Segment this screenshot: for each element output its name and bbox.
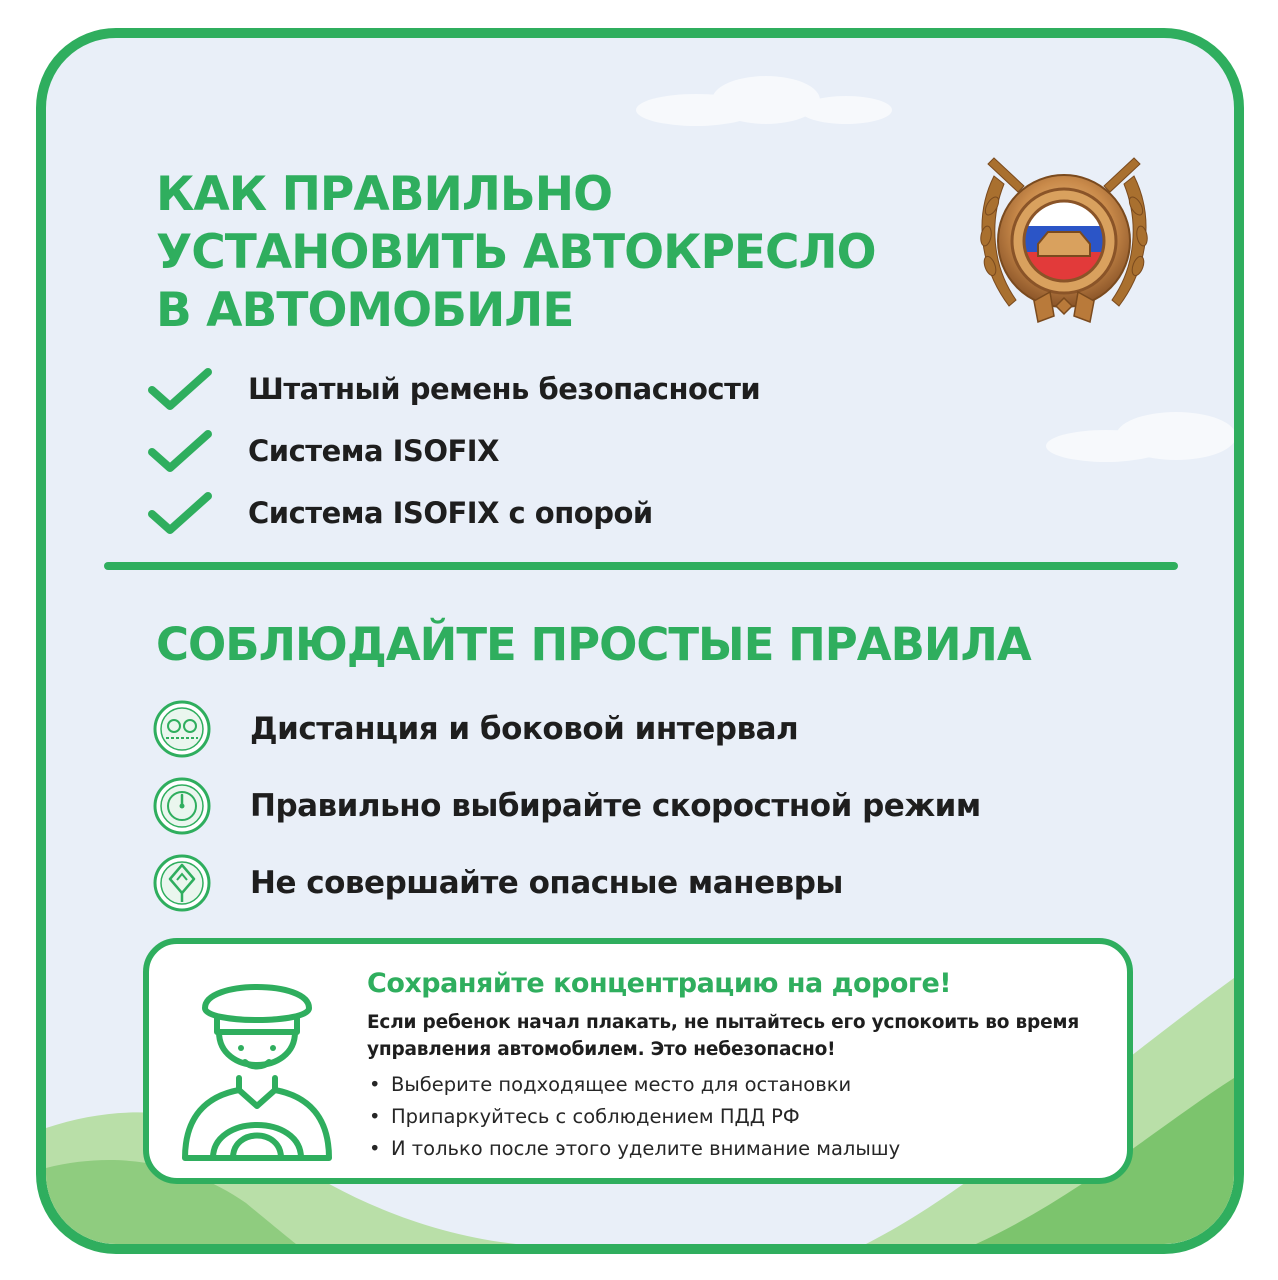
notice-title: Сохраняйте концентрацию на дороге! — [367, 968, 952, 999]
title-line-2: УСТАНОВИТЬ АВТОКРЕСЛО — [156, 225, 876, 280]
checkmark-icon — [146, 364, 216, 414]
page-title — [156, 166, 876, 340]
list-item — [146, 358, 760, 420]
notice-warning: Если ребенок начал плакать, не пытайтесь его успокоить во время управления автомобилем. Это небезопасно! — [367, 1012, 1080, 1060]
list-item — [152, 690, 981, 767]
list-item: • И только после этого уделите внимание малышу — [367, 1133, 1127, 1165]
rule-label: Дистанция и боковой интервал — [250, 710, 799, 747]
section-divider — [104, 562, 1178, 570]
driving-rules — [152, 690, 981, 921]
method-label: Штатный ремень безопасности — [248, 372, 761, 406]
checkmark-icon — [146, 426, 216, 476]
method-label: Система ISOFIX с опорой — [248, 496, 653, 530]
road-sign-icon — [152, 853, 212, 913]
distance-icon — [152, 699, 212, 759]
list-item — [146, 420, 760, 482]
speedometer-icon — [152, 776, 212, 836]
rule-label: Правильно выбирайте скоростной режим — [250, 787, 981, 824]
list-item: • Выберите подходящее место для остановки — [367, 1069, 1127, 1101]
traffic-police-emblem-icon — [964, 146, 1164, 334]
method-label: Система ISOFIX — [248, 434, 499, 468]
rule-label: Не совершайте опасные маневры — [250, 864, 843, 901]
notice-text — [367, 968, 1127, 1165]
info-card — [36, 28, 1244, 1254]
notice-steps — [367, 1069, 1127, 1165]
list-item — [146, 482, 760, 544]
checkmark-icon — [146, 488, 216, 538]
list-item — [152, 767, 981, 844]
concentration-notice — [143, 938, 1133, 1184]
list-item — [152, 844, 981, 921]
list-item: • Припаркуйтесь с соблюдением ПДД РФ — [367, 1101, 1127, 1133]
seat-install-methods — [146, 358, 760, 544]
title-line-3: В АВТОМОБИЛЕ — [156, 283, 574, 338]
title-line-1: КАК ПРАВИЛЬНО — [156, 167, 613, 222]
rules-title: СОБЛЮДАЙТЕ ПРОСТЫЕ ПРАВИЛА — [156, 618, 1031, 671]
traffic-officer-icon — [177, 966, 337, 1162]
